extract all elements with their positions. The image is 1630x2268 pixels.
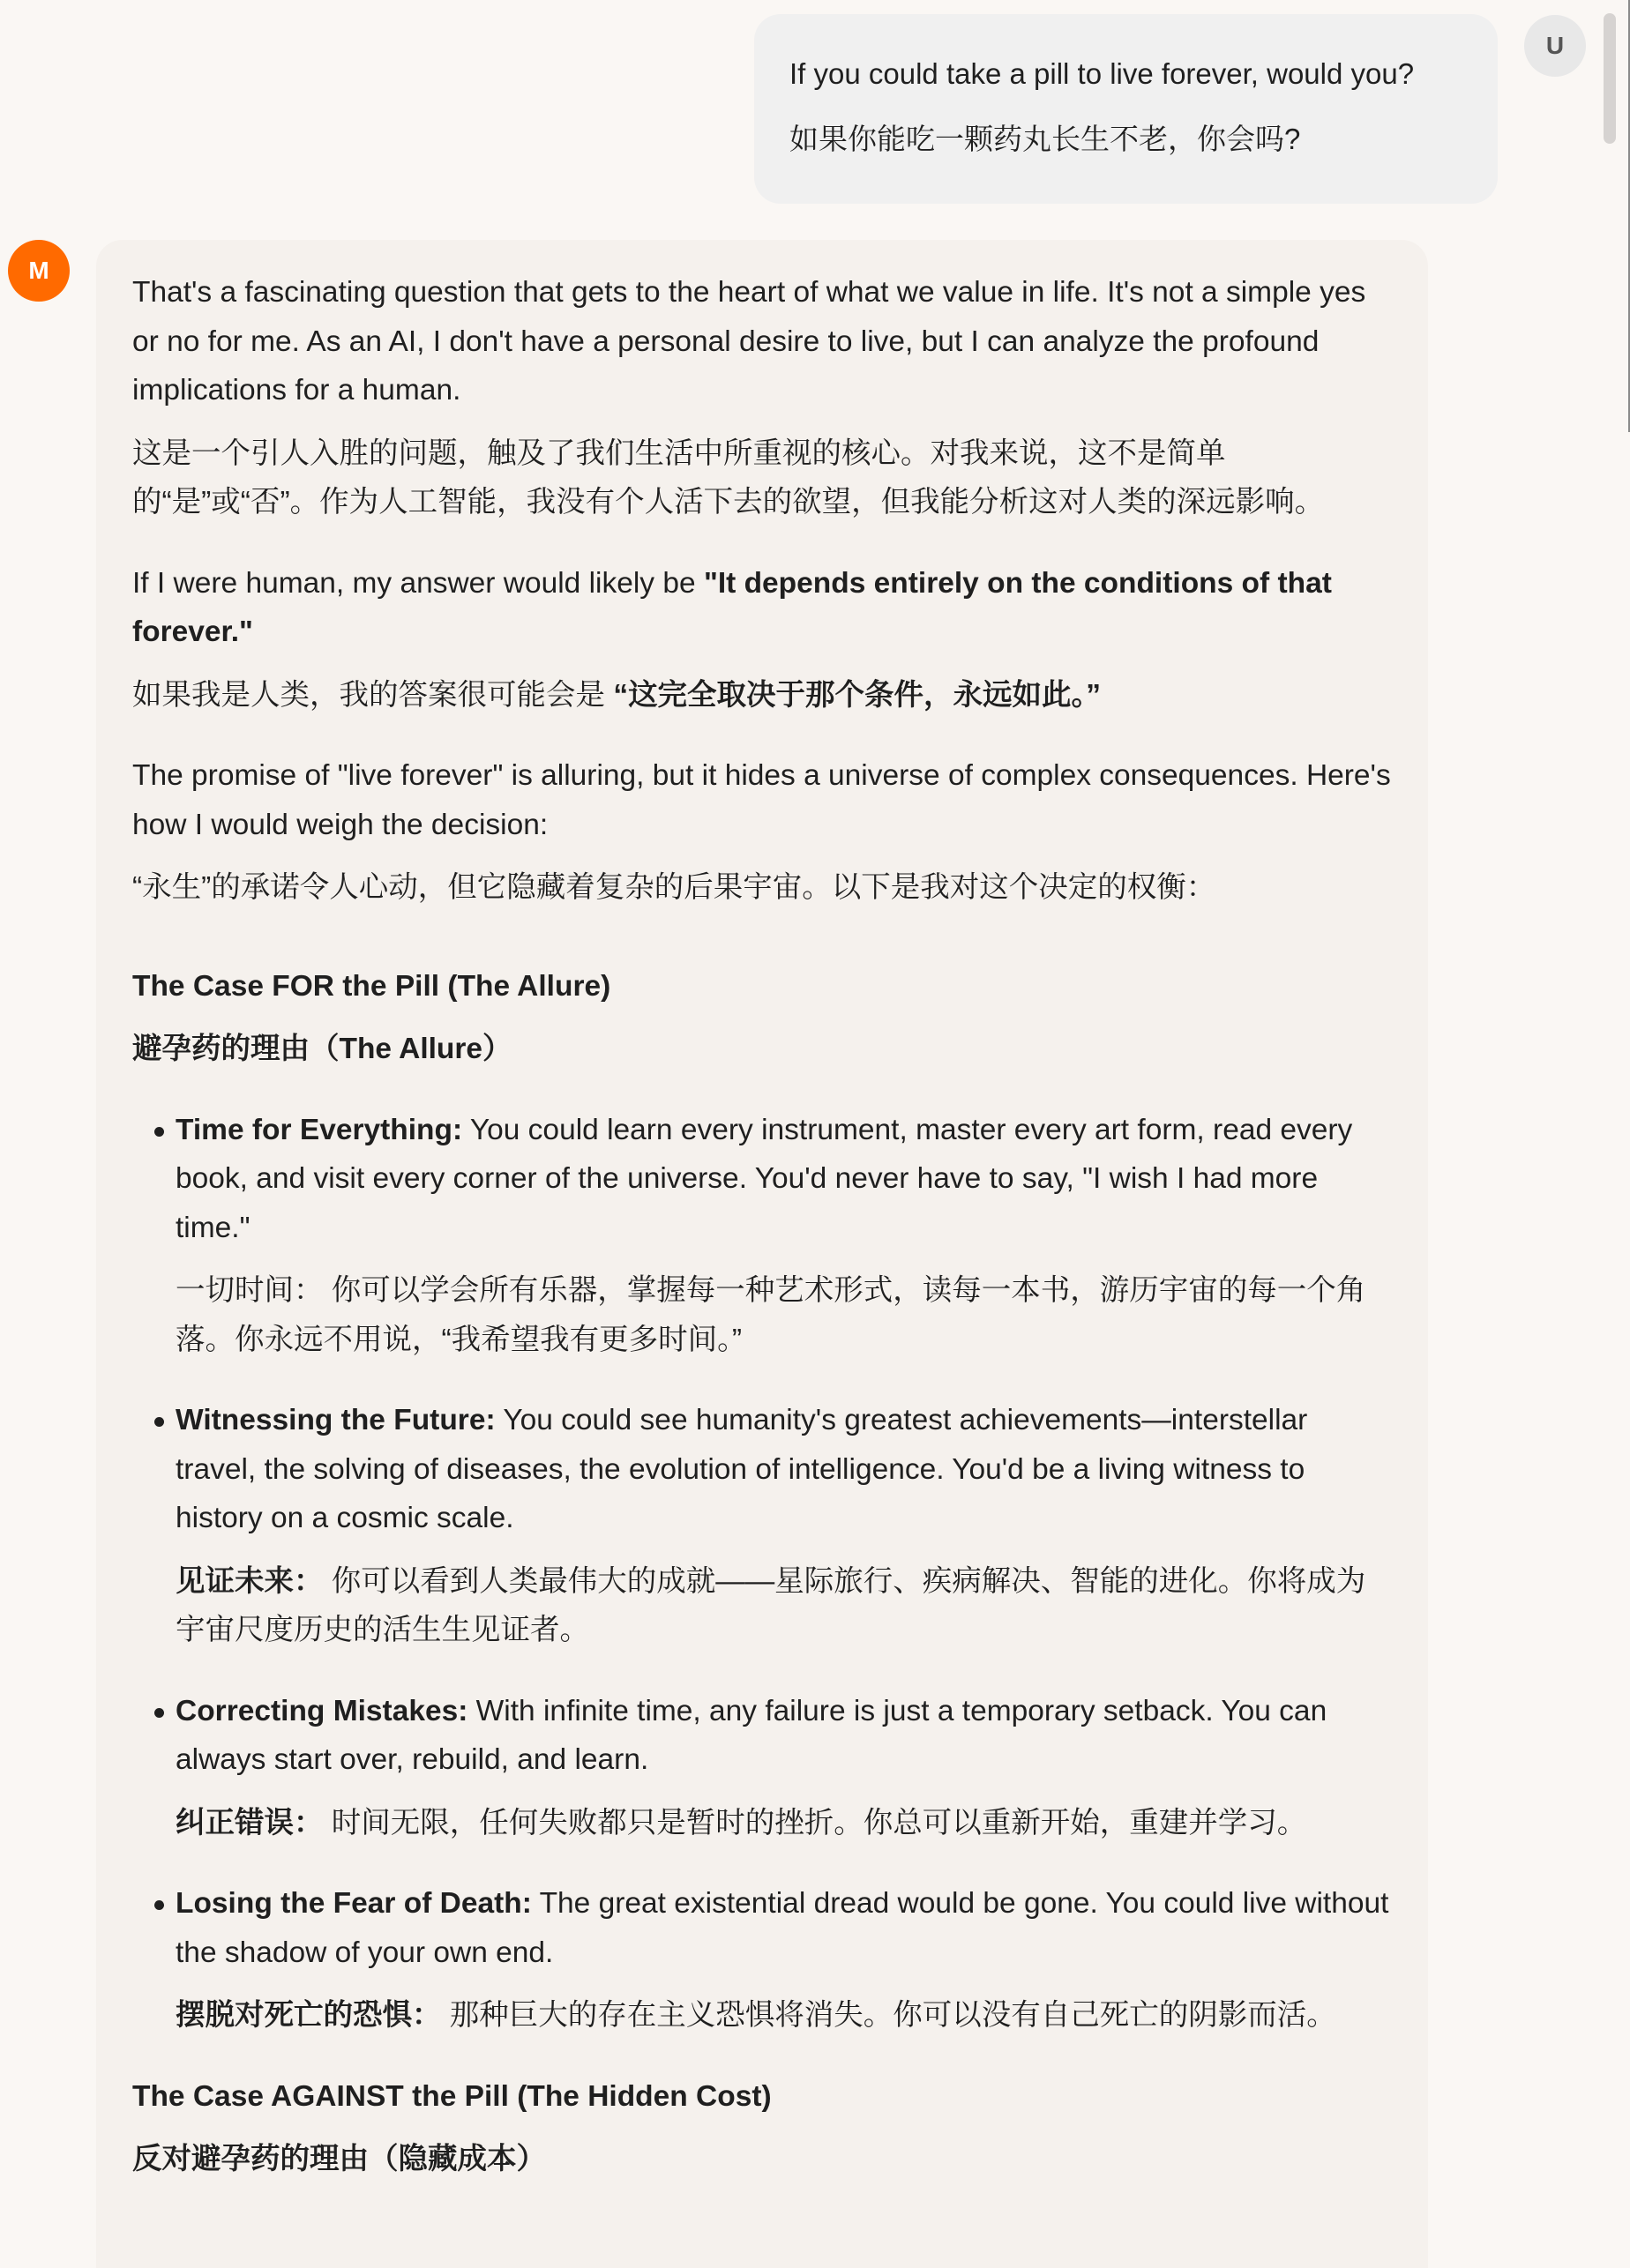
list-item-body-en: You could learn every instrument, master every art form, read every book, and visit every corner of the universe. You'd never have to say, "I wish I had more time." xyxy=(176,1113,1353,1244)
list-item-body-zh: 时间无限，任何失败都只是暂时的挫折。你总可以重新开始，重建并学习。 xyxy=(323,1806,1307,1839)
list-item-title-zh: 摆脱对死亡的恐惧： xyxy=(176,1999,442,2032)
list-item-title-zh: 纠正错误： xyxy=(176,1806,324,1839)
list-item-title-zh: 见证未来： xyxy=(176,1564,324,1598)
section-for-list xyxy=(132,1106,1393,2040)
list-item-body-en: With infinite time, any failure is just a temporary setback. You can always start over, rebuild, and learn. xyxy=(176,1694,1327,1776)
list-item-body-zh: 你可以看到人类最伟大的成就——星际旅行、疾病解决、智能的进化。你将成为宇宙尺度历史的活生生见证者。 xyxy=(176,1564,1366,1646)
list-item-en xyxy=(176,1879,1393,1977)
section-for-heading-en: The Case FOR the Pill (The Allure) xyxy=(132,969,611,1003)
list-item-en xyxy=(176,1396,1393,1543)
promise-en: The promise of "live forever" is alluring, but it hides a universe of complex consequences. Here's how I would weigh the decision: xyxy=(132,759,1391,841)
user-avatar xyxy=(1524,15,1586,77)
list-item-body-zh: 那种巨大的存在主义恐惧将消失。你可以没有自己死亡的阴影而活。 xyxy=(441,1999,1336,2032)
list-item xyxy=(132,1687,1393,1848)
list-item-zh xyxy=(176,1266,1393,1364)
list-item-body-en: The great existential dread would be gone. You could live without the shadow of your own end. xyxy=(176,1887,1389,1969)
list-item-title-en: Correcting Mistakes: xyxy=(176,1694,468,1727)
list-item xyxy=(132,1879,1393,2040)
assistant-message-bubble xyxy=(96,240,1428,2268)
section-against-heading-zh: 反对避孕药的理由（隐藏成本） xyxy=(132,2143,546,2175)
list-item-body-zh: 你可以学会所有乐器，掌握每一种艺术形式，读每一本书，游历宇宙的每一个角落。你永远不用说，“我希望我有更多时间。” xyxy=(176,1274,1366,1356)
intro-zh: 这是一个引人入胜的问题，触及了我们生活中所重视的核心。对我来说，这不是简单的“是”或“否”。作为人工智能，我没有个人活下去的欲望，但我能分析这对人类的深远影响。 xyxy=(132,436,1325,519)
section-against-heading-en: The Case AGAINST the Pill (The Hidden Cost) xyxy=(132,2079,772,2113)
list-item-en xyxy=(176,1106,1393,1253)
answer-zh-prefix: 如果我是人类，我的答案很可能会是 xyxy=(132,678,614,712)
answer-zh-bold: “这完全取决于那个条件，永远如此。” xyxy=(613,678,1102,712)
list-item-title-en: Witnessing the Future: xyxy=(176,1404,496,1436)
list-item-body-en: You could see humanity's greatest achievements—interstellar travel, the solving of diseases, the evolution of intelligence. You'd be a living witness to history on a cosmic scale. xyxy=(176,1404,1308,1534)
user-avatar-letter: U xyxy=(1545,32,1565,59)
list-item-zh xyxy=(176,1991,1393,2040)
intro-en: That's a fascinating question that gets to the heart of what we value in life. It's not a simple yes or no for me. As an AI, I don't have a personal desire to live, but I can analyze the profound implications for a human. xyxy=(132,276,1366,407)
answer-en-prefix: If I were human, my answer would likely be xyxy=(132,566,704,600)
user-message-bubble xyxy=(754,14,1498,204)
model-avatar xyxy=(8,240,70,302)
list-item-title-en: Time for Everything: xyxy=(176,1113,463,1146)
list-item-en xyxy=(176,1687,1393,1785)
list-item xyxy=(132,1106,1393,1365)
user-message-zh: 如果你能吃一颗药丸长生不老，你会吗? xyxy=(789,123,1301,155)
user-message-en: If you could take a pill to live forever, would you? xyxy=(789,57,1415,90)
list-item xyxy=(132,1396,1393,1655)
answer-zh xyxy=(132,671,1393,720)
list-item-title-en: Losing the Fear of Death: xyxy=(176,1887,532,1920)
answer-en xyxy=(132,559,1393,657)
list-item-title-zh: 一切时间： xyxy=(176,1274,324,1307)
promise-zh: “永生”的承诺令人心动，但它隐藏着复杂的后果宇宙。以下是我对这个决定的权衡： xyxy=(132,871,1216,904)
answer-en-bold: "It depends entirely on the conditions of that forever." xyxy=(132,566,1332,648)
section-for-heading-zh: 避孕药的理由（The Allure） xyxy=(132,1033,512,1065)
list-item-zh xyxy=(176,1799,1393,1848)
model-avatar-letter: M xyxy=(28,257,49,284)
scrollbar-thumb[interactable] xyxy=(1604,13,1616,144)
list-item-zh xyxy=(176,1557,1393,1655)
